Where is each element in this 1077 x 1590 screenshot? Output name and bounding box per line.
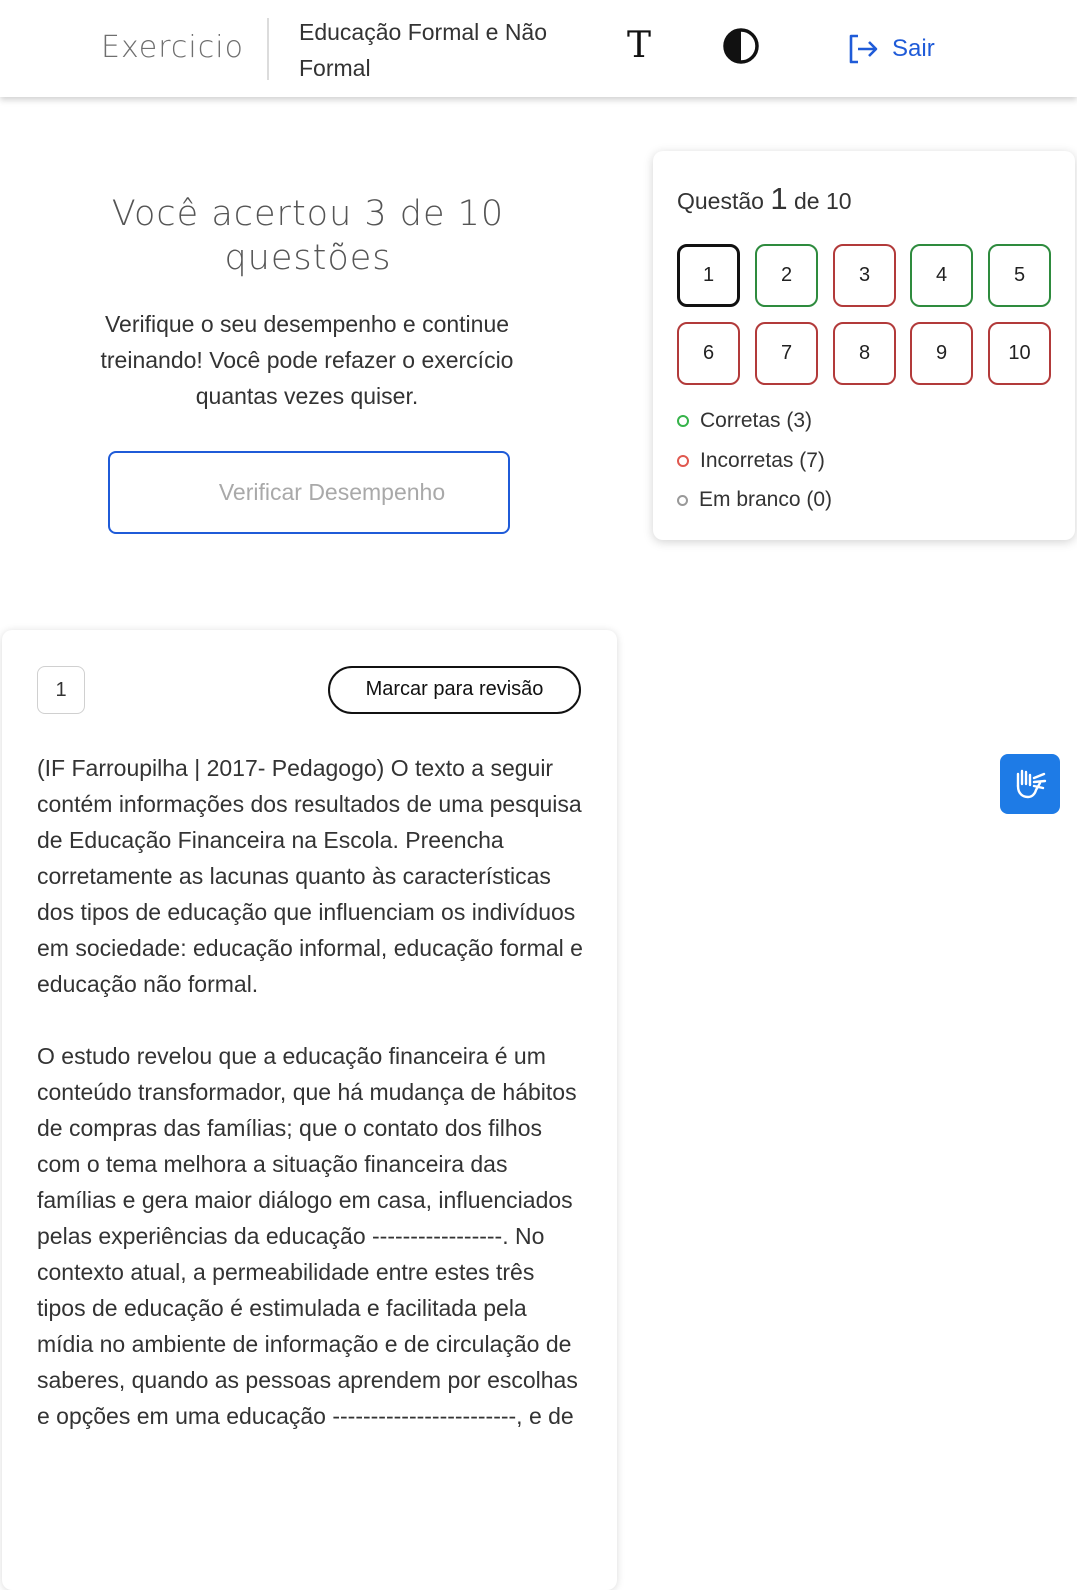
question-button-2[interactable]: 2 bbox=[755, 244, 818, 307]
question-card bbox=[2, 630, 617, 1590]
wrong-dot-icon bbox=[677, 455, 689, 467]
sign-language-button[interactable] bbox=[1000, 754, 1060, 814]
question-button-8[interactable]: 8 bbox=[833, 322, 896, 385]
header-divider bbox=[267, 18, 269, 80]
brand-label: Exercicio bbox=[101, 30, 244, 65]
question-paragraph-1: (IF Farroupilha | 2017- Pedagogo) O texto a seguir contém informações dos resultados de uma pesquisa de Educação Financeira na Escola. Preencha corretamente as lacunas quanto às características dos tipos de educação que influenciam os indivíduos em sociedade: educação informal, educação formal e educação não formal. bbox=[37, 755, 583, 997]
legend-wrong bbox=[677, 449, 825, 473]
question-button-3[interactable]: 3 bbox=[833, 244, 896, 307]
question-button-4[interactable]: 4 bbox=[910, 244, 973, 307]
contrast-icon bbox=[722, 27, 760, 65]
question-paragraph-2: O estudo revelou que a educação financeira é um conteúdo transformador, que há mudança de hábitos de compras das famílias; que o contato dos filhos com o tema melhora a situação financeira das famílias e gera maior diálogo em casa, influenciados pelas experiências da educação -----------------. No contexto atual, a permeabilidade entre estes três tipos de educação é estimulada e facilitada pela mídia no ambiente de informação e de circulação de saberes, quando as pessoas aprendem por escolhas e opções em uma educação ------------------------, e de bbox=[37, 1043, 578, 1429]
legend-blank bbox=[677, 488, 832, 512]
font-size-button[interactable]: T bbox=[626, 25, 651, 66]
question-button-1[interactable]: 1 bbox=[677, 244, 740, 307]
navigator-prefix: Questão bbox=[677, 188, 764, 214]
logout-label: Sair bbox=[892, 35, 935, 62]
page-title: Educação Formal e Não Formal bbox=[299, 19, 548, 81]
result-title: Você acertou 3 de 10 questões bbox=[111, 194, 505, 278]
mark-for-review-button[interactable]: Marcar para revisão bbox=[328, 666, 581, 714]
contrast-button[interactable] bbox=[722, 27, 760, 65]
verify-performance-button[interactable]: Verificar Desempenho bbox=[108, 451, 510, 534]
question-statement bbox=[37, 750, 587, 1470]
question-number-badge: 1 bbox=[37, 666, 85, 714]
question-button-10[interactable]: 10 bbox=[988, 322, 1051, 385]
question-button-5[interactable]: 5 bbox=[988, 244, 1051, 307]
top-header bbox=[0, 0, 1077, 97]
legend-blank-label: Em branco (0) bbox=[699, 488, 833, 511]
question-button-9[interactable]: 9 bbox=[910, 322, 973, 385]
question-button-7[interactable]: 7 bbox=[755, 322, 818, 385]
logout-button[interactable] bbox=[846, 30, 935, 68]
navigator-current: 1 bbox=[770, 181, 788, 216]
navigator-suffix: de 10 bbox=[793, 188, 852, 214]
result-description: Verifique o seu desempenho e continue treinando! Você pode refazer o exercício quantas vezes quiser. bbox=[100, 311, 514, 409]
legend-correct bbox=[677, 409, 812, 433]
legend-correct-label: Corretas (3) bbox=[700, 409, 813, 432]
question-button-6[interactable]: 6 bbox=[677, 322, 740, 385]
legend-wrong-label: Incorretas (7) bbox=[700, 449, 825, 472]
correct-dot-icon bbox=[677, 415, 689, 427]
sign-language-icon bbox=[1010, 764, 1050, 804]
question-navigator bbox=[653, 151, 1075, 540]
navigator-heading bbox=[677, 181, 852, 217]
logout-icon bbox=[846, 32, 880, 66]
blank-dot-icon bbox=[677, 495, 688, 506]
